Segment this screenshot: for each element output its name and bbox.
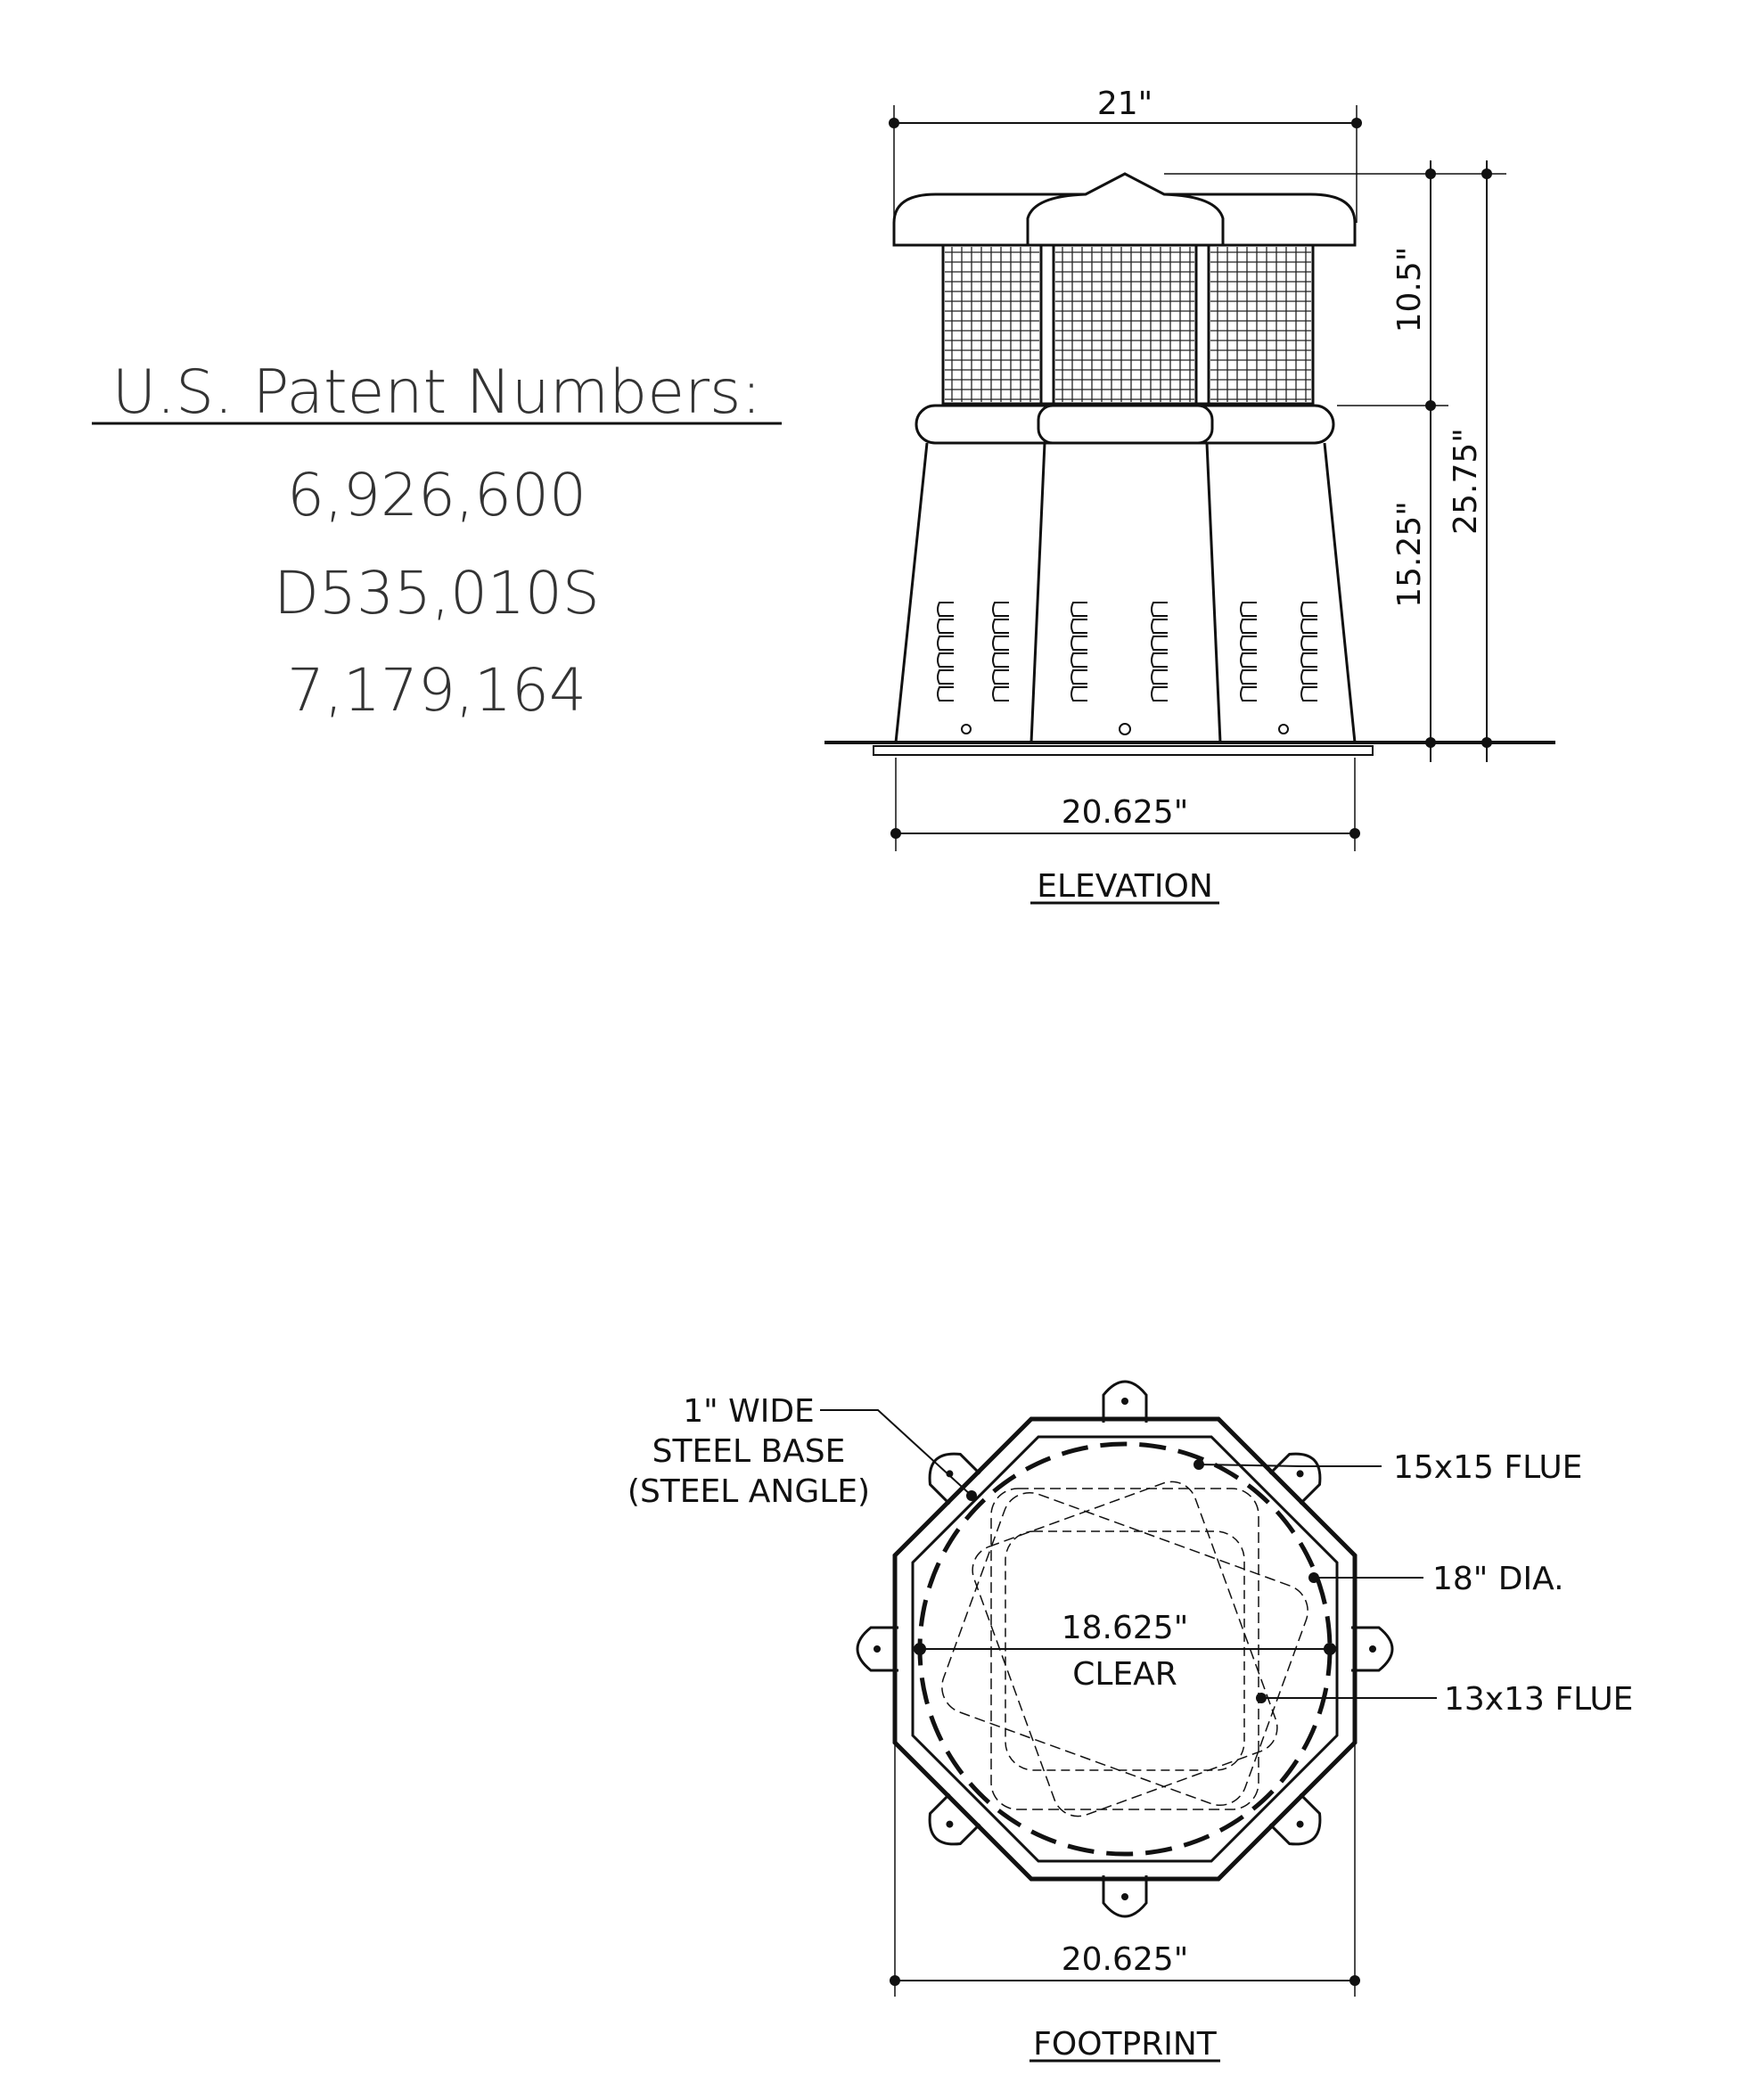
dim-point (1425, 168, 1436, 179)
weep-hole-left (962, 725, 971, 734)
dim-label-lower-height: 15.25" (1391, 501, 1428, 608)
footprint-title: FOOTPRINT (1033, 2026, 1217, 2063)
dim-label-total-height: 25.75" (1448, 428, 1484, 535)
dim-point (914, 1643, 926, 1655)
louver (1071, 619, 1087, 633)
louver (1152, 687, 1168, 701)
louver (938, 619, 954, 633)
dim-point (1351, 118, 1362, 128)
louver (1301, 670, 1317, 684)
weep-hole-center (1120, 724, 1130, 734)
tab-hole (1121, 1893, 1128, 1900)
dim-point (890, 1975, 900, 1986)
dim-label-top-width: 21" (1096, 86, 1153, 122)
dim-point (1425, 400, 1436, 411)
dim-point (1349, 1975, 1360, 1986)
tab-hole (1121, 1398, 1128, 1405)
louver (1071, 670, 1087, 684)
dim-point (1481, 168, 1492, 179)
dim-point (1481, 737, 1492, 748)
mounting-tab (1270, 1794, 1329, 1853)
cap-center-dome (1028, 194, 1223, 245)
louver (993, 687, 1009, 701)
patent-heading: U.S. Patent Numbers: (111, 357, 762, 428)
louver (1152, 603, 1168, 616)
mounting-tab (1103, 1875, 1146, 1916)
louver (938, 687, 954, 701)
flue-13x13-outline (1005, 1531, 1244, 1770)
louver (1152, 653, 1168, 667)
patent-number-1: 6,926,600 (287, 461, 587, 529)
dim-point (1425, 737, 1436, 748)
patent-number-3: 7,179,164 (287, 656, 587, 725)
mounting-tab (857, 1628, 898, 1670)
louver (1301, 619, 1317, 633)
louver (993, 670, 1009, 684)
louver (993, 636, 1009, 650)
louver (938, 636, 954, 650)
louver (1241, 670, 1257, 684)
louver (938, 603, 954, 616)
leader-point (966, 1490, 977, 1501)
patent-block (92, 357, 782, 725)
dim-label-base-width: 20.625" (1061, 794, 1189, 831)
weep-hole-right (1279, 725, 1288, 734)
elevation-title: ELEVATION (1037, 868, 1213, 905)
louver (1301, 653, 1317, 667)
louver (1071, 603, 1087, 616)
louver (938, 653, 954, 667)
lower-body (896, 443, 1355, 742)
middle-band-center (1038, 406, 1212, 443)
dim-point (889, 118, 899, 128)
clear-label: CLEAR (1072, 1656, 1177, 1693)
louver (1241, 653, 1257, 667)
label-dia-18: 18" DIA. (1432, 1561, 1564, 1597)
louver (993, 603, 1009, 616)
louver (1241, 636, 1257, 650)
label-flue-15x15: 15x15 FLUE (1393, 1449, 1583, 1486)
louver (993, 619, 1009, 633)
louver (1301, 636, 1317, 650)
louver (1241, 619, 1257, 633)
louver (938, 670, 954, 684)
mounting-tab (921, 1794, 980, 1853)
patent-number-2: D535,010S (274, 559, 600, 628)
louver (1241, 603, 1257, 616)
body-seam-right (1207, 443, 1220, 742)
dim-label-footprint-width: 20.625" (1061, 1941, 1189, 1978)
elevation-view (824, 86, 1555, 905)
dim-point (890, 828, 901, 839)
leader-point (1194, 1459, 1204, 1470)
louver (1071, 687, 1087, 701)
cap-outline (894, 174, 1355, 245)
leader-point (1308, 1572, 1319, 1583)
middle-band (916, 406, 1333, 443)
louver (1071, 636, 1087, 650)
louver (993, 653, 1009, 667)
dim-point (1349, 828, 1360, 839)
mounting-tab (1270, 1445, 1329, 1504)
louver (1152, 636, 1168, 650)
label-flue-13x13: 13x13 FLUE (1444, 1681, 1634, 1718)
leader-point (1256, 1693, 1267, 1703)
vent-louvers (938, 603, 1317, 701)
footprint-view (628, 1382, 1634, 2063)
base-plate (874, 746, 1373, 755)
mounting-tab (1103, 1382, 1146, 1423)
label-base-line2: STEEL BASE (652, 1433, 846, 1470)
louver (1152, 670, 1168, 684)
dim-label-upper-height: 10.5" (1391, 246, 1428, 333)
tab-hole (874, 1645, 881, 1653)
label-base-line1: 1" WIDE (683, 1393, 815, 1430)
louver (1301, 687, 1317, 701)
louver (1152, 619, 1168, 633)
louver (1241, 687, 1257, 701)
screen-mesh (945, 247, 1311, 402)
label-base-line3: (STEEL ANGLE) (627, 1473, 871, 1510)
dim-point (1324, 1643, 1336, 1655)
body-seam-left (1031, 443, 1045, 742)
clear-value: 18.625" (1061, 1610, 1189, 1646)
louver (1071, 653, 1087, 667)
mounting-tab (1351, 1628, 1392, 1670)
tab-hole (1369, 1645, 1376, 1653)
louver (1301, 603, 1317, 616)
